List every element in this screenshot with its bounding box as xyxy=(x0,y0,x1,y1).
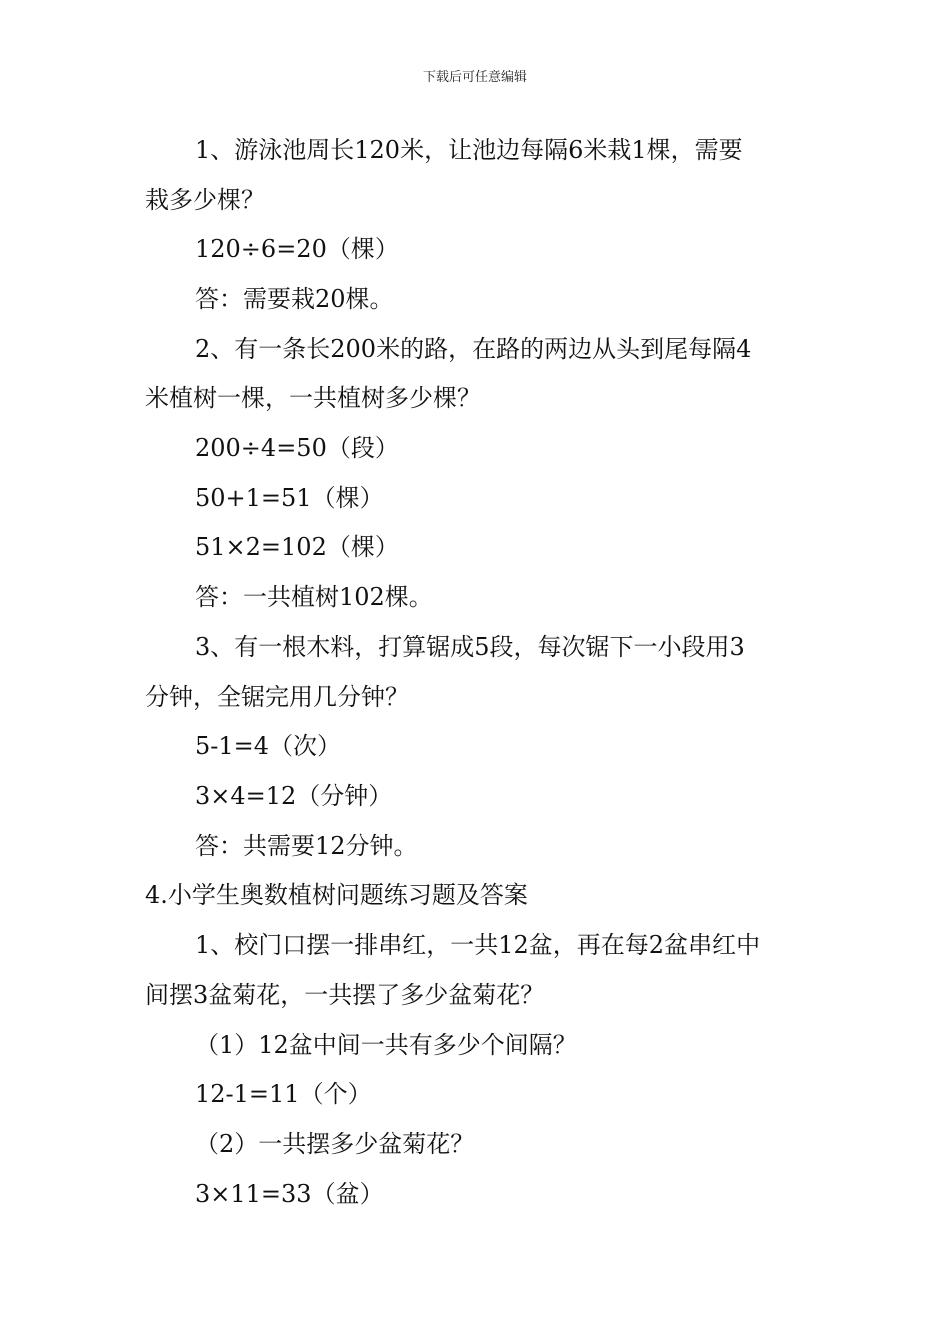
problem-3-text-cont: 分钟，全锯完用几分钟？ xyxy=(145,683,409,711)
problem-2-text: 2、有一条长200米的路，在路的两边从头到尾每隔4 xyxy=(195,335,752,363)
section-heading: 4.小学生奥数植树问题练习题及答案 xyxy=(145,881,528,909)
problem-1-text: 1、游泳池周长120米，让池边每隔6米栽1棵，需要 xyxy=(195,136,743,164)
problem-4-step-1: （1）12盆中间一共有多少个间隔？ xyxy=(195,1031,577,1059)
problem-2-calc-1: 200÷4=50（段） xyxy=(195,434,399,462)
problem-2-answer: 答：一共植树102棵。 xyxy=(195,583,433,611)
problem-3-answer: 答：共需要12分钟。 xyxy=(195,832,418,860)
problem-3-calc-2: 3×4=12（分钟） xyxy=(195,782,393,810)
problem-3-text: 3、有一根木料，打算锯成5段，每次锯下一小段用3 xyxy=(195,633,745,661)
problem-4-text-cont: 间摆3盆菊花，一共摆了多少盆菊花？ xyxy=(145,981,545,1009)
problem-4-calc-1: 12-1=11（个） xyxy=(195,1080,372,1108)
problem-2-calc-2: 50+1=51（棵） xyxy=(195,484,384,512)
problem-1-text-cont: 栽多少棵？ xyxy=(145,186,265,214)
problem-4-calc-2: 3×11=33（盆） xyxy=(195,1180,384,1208)
problem-2-calc-3: 51×2=102（棵） xyxy=(195,533,399,561)
problem-1-calc: 120÷6=20（棵） xyxy=(195,235,399,263)
page-header: 下载后可任意编辑 xyxy=(422,70,527,85)
problem-4-step-2: （2）一共摆多少盆菊花？ xyxy=(195,1130,475,1158)
problem-2-text-cont: 米植树一棵，一共植树多少棵？ xyxy=(145,384,481,412)
problem-1-answer: 答：需要栽20棵。 xyxy=(195,285,394,313)
problem-4-text: 1、校门口摆一排串红，一共12盆，再在每2盆串红中 xyxy=(195,931,761,959)
problem-3-calc-1: 5-1=4（次） xyxy=(195,732,342,760)
